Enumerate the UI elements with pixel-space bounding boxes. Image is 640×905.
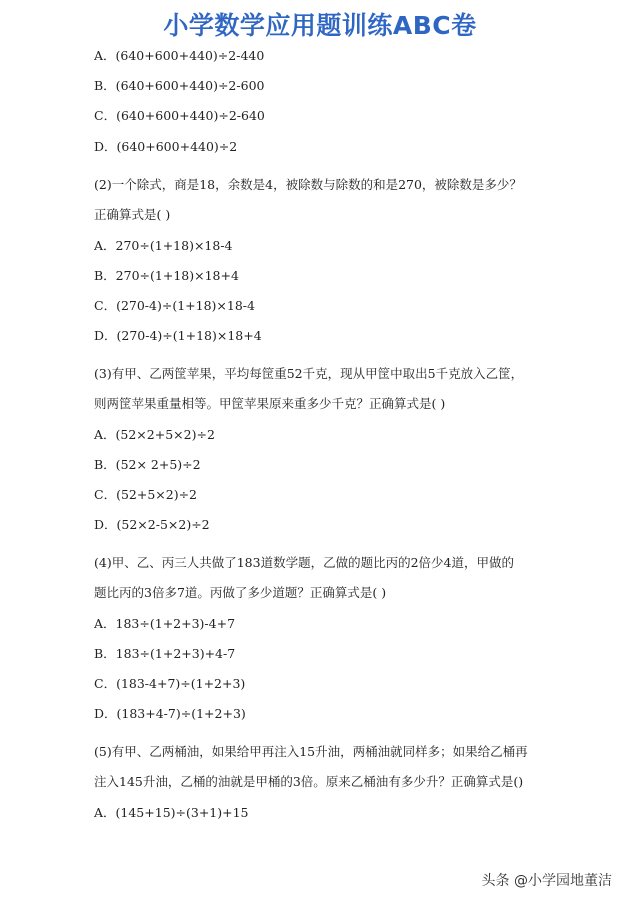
option-text: B．270÷(1+18)×18+4: [94, 268, 239, 283]
text-line: A．(640+600+440)÷2-440: [94, 48, 265, 63]
page-title: 小学数学应用题训练ABC卷: [163, 11, 477, 40]
option-text: A．183÷(1+2+3)-4+7: [94, 616, 236, 631]
option-text: A．(145+15)÷(3+1)+15: [94, 805, 249, 820]
watermark: 头条 @小学园地董洁: [481, 873, 612, 889]
question-text: 则两筐苹果重量相等。甲筐苹果原来重多少千克？正确算式是( ): [94, 396, 446, 411]
option-text: D．(52×2-5×2)÷2: [94, 517, 210, 532]
option-text: A．270÷(1+18)×18-4: [94, 238, 233, 253]
option-text: C．(183-4+7)÷(1+2+3): [94, 676, 246, 691]
question-text: 正确算式是( ): [94, 207, 171, 222]
question-text: (2)一个除式，商是18，余数是4，被除数与除数的和是270，被除数是多少？: [94, 177, 522, 192]
question-text: (4)甲、乙、丙三人共做了183道数学题，乙做的题比丙的2倍少4道，甲做的: [94, 555, 514, 570]
option-text: D．(270-4)÷(1+18)×18+4: [94, 328, 262, 343]
option-text: D．(183+4-7)÷(1+2+3): [94, 706, 246, 721]
text-line: B．(640+600+440)÷2-600: [94, 78, 265, 93]
option-text: C．(52+5×2)÷2: [94, 487, 198, 502]
option-text: B．183÷(1+2+3)+4-7: [94, 646, 236, 661]
option-text: B．(52× 2+5)÷2: [94, 457, 201, 472]
option-text: A．(52×2+5×2)÷2: [94, 427, 215, 442]
text-line: D．(640+600+440)÷2: [94, 139, 238, 154]
text-line: C．(640+600+440)÷2-640: [94, 108, 265, 123]
question-text: (3)有甲、乙两筐苹果，平均每筐重52千克，现从甲筐中取出5千克放入乙筐，: [94, 366, 524, 381]
option-text: C．(270-4)÷(1+18)×18-4: [94, 298, 255, 313]
question-text: 注入145升油，乙桶的油就是甲桶的3倍。原来乙桶油有多少升？正确算式是(): [94, 774, 524, 789]
question-text: (5)有甲、乙两桶油，如果给甲再注入15升油，两桶油就同样多；如果给乙桶再: [94, 744, 528, 759]
question-text: 题比丙的3倍多7道。丙做了多少道题？正确算式是( ): [94, 585, 387, 600]
